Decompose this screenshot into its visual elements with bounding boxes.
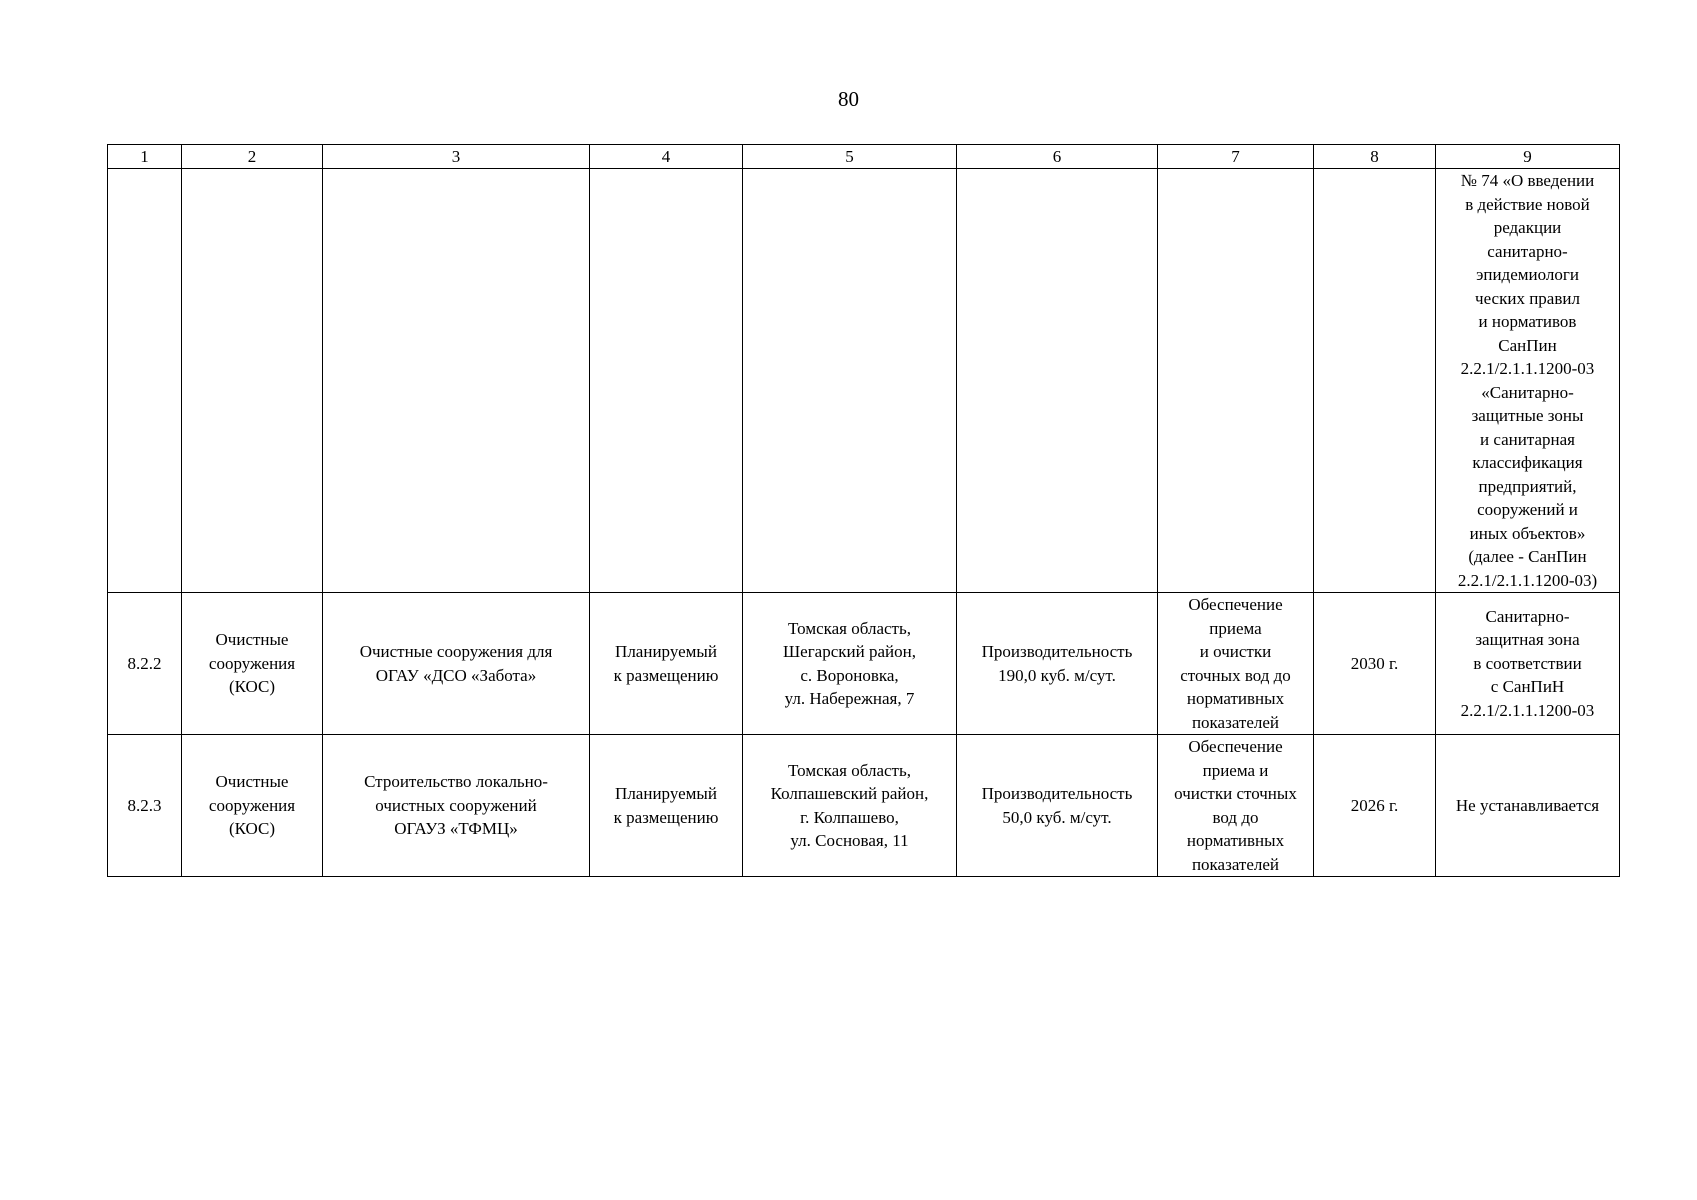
table-cell (1314, 169, 1436, 593)
location-cell: Томская область, Колпашевский район, г. Колпашево, ул. Сосновая, 11 (743, 735, 957, 877)
column-number: 8 (1314, 145, 1436, 169)
table-cell (323, 169, 590, 593)
page-number: 80 (838, 87, 859, 111)
object-type-cell: Очистные сооружения (КОС) (182, 735, 323, 877)
planned-objects-table (107, 144, 1620, 877)
purpose-cell: Обеспечение приема и очистки сточных вод до нормативных показателей (1158, 735, 1314, 877)
column-number: 5 (743, 145, 957, 169)
table-row-continuation (108, 169, 1620, 593)
location-cell: Томская область, Шегарский район, с. Вороновка, ул. Набережная, 7 (743, 593, 957, 735)
year-cell: 2026 г. (1314, 735, 1436, 877)
table-row-8-2-3 (108, 735, 1620, 877)
column-number: 3 (323, 145, 590, 169)
table-cell (182, 169, 323, 593)
protection-zone-cell: Не устанавливается (1436, 735, 1620, 877)
column-number: 7 (1158, 145, 1314, 169)
column-number: 4 (590, 145, 743, 169)
table-cell (957, 169, 1158, 593)
column-number: 9 (1436, 145, 1620, 169)
table-row-8-2-2 (108, 593, 1620, 735)
capacity-cell: Производительность 50,0 куб. м/сут. (957, 735, 1158, 877)
table-cell (743, 169, 957, 593)
table-cell (1158, 169, 1314, 593)
capacity-cell: Производительность 190,0 куб. м/сут. (957, 593, 1158, 735)
object-name-cell: Строительство локально- очистных сооружений ОГАУЗ «ТФМЦ» (323, 735, 590, 877)
row-number-cell: 8.2.2 (108, 593, 182, 735)
status-cell: Планируемый к размещению (590, 593, 743, 735)
year-cell: 2030 г. (1314, 593, 1436, 735)
purpose-cell: Обеспечение приема и очистки сточных вод до нормативных показателей (1158, 593, 1314, 735)
table-cell (108, 169, 182, 593)
column-number: 2 (182, 145, 323, 169)
column-number: 1 (108, 145, 182, 169)
column-number: 6 (957, 145, 1158, 169)
row-number-cell: 8.2.3 (108, 735, 182, 877)
object-type-cell: Очистные сооружения (КОС) (182, 593, 323, 735)
protection-zone-cell: Санитарно- защитная зона в соответствии с СанПиН 2.2.1/2.1.1.1200-03 (1436, 593, 1620, 735)
column-number-row (108, 145, 1620, 169)
status-cell: Планируемый к размещению (590, 735, 743, 877)
sanpin-reference-cell: № 74 «О введении в действие новой редакции санитарно- эпидемиологи ческих правил и нормативов СанПин 2.2.1/2.1.1.1200-03 «Санитарно- защитные зоны и санитарная классификация предприятий, сооружений и иных объектов» (далее - СанПин 2.2.1/2.1.1.1200-03) (1436, 169, 1620, 593)
table-cell (590, 169, 743, 593)
object-name-cell: Очистные сооружения для ОГАУ «ДСО «Забота» (323, 593, 590, 735)
